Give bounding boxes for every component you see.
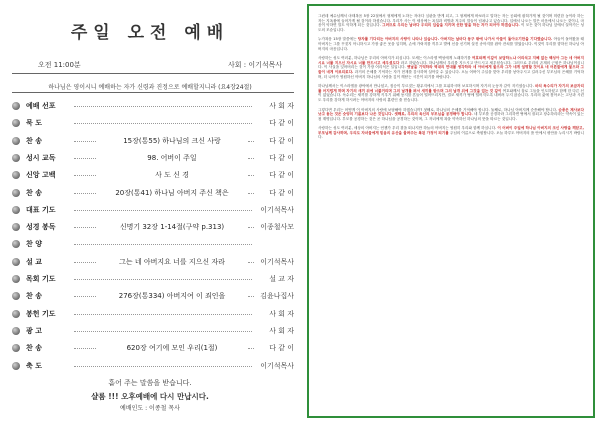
order-content: 15장(통55) 하나님의 크신 사랑 [123,136,221,145]
leader-dots [74,227,96,228]
order-label: 봉헌 기도 [26,309,56,318]
bullet-icon [12,171,20,179]
sermon-paragraph [318,84,584,102]
bullet-icon [12,275,20,283]
bullet-icon [12,327,20,335]
order-row [12,99,294,113]
sermon-text: 그렇다면 우리는 어떻게 이 아버지의 사랑에 보답해야 하겠습니까? 첫째로, 하나님의 은혜를 기억해야 합니다. 둘째로, 하나님 아버지께 순종해야 합니다. [318,107,559,112]
sermon-text: 과거의 은혜를 기억하는 자가 현재를 감사하며 살아갈 수 있습니다. 오늘 어버이 주일을 맞아 우리를 낳아주시고 길러주신 부모님의 은혜를 기억하며, 더 나아가 영원하신 아버지 하나님의 사랑을 깊이 깨닫는 시간이 되기를 바랍니다. [318,69,584,79]
order-row [12,220,294,234]
order-content: 사 도 신 경 [155,171,189,180]
order-content: 20장(통41) 하나님 아버지 주신 책은 [115,188,229,197]
order-row [12,289,294,303]
sermon-text: 아들이 돌아왔을 때 아버지는 그를 꾸짖지 아니하시고 가장 좋은 옷을 입히며, 손에 가락지를 끼우고 발에 신을 신기며 살진 송아지를 잡아 잔치를 벌였습니다. 이것이 우리를 향하신 하나님 아버지의 마음입니다. [318,37,584,51]
scripture-subtitle: 하나님은 영이시니 예배하는 자가 신령과 진정으로 예배할지니라 (요4장24절) [48,84,252,91]
order-leader: 이기석목사 [260,361,294,370]
leader-dots [74,244,252,245]
order-row [12,359,294,373]
order-leader: 이기석목사 [260,205,294,214]
bullet-icon [12,137,20,145]
presider: 사회 : 이기석목사 [228,61,283,69]
leader-dots [74,210,252,211]
order-leader: 이기석목사 [260,257,294,266]
order-label: 성시 교독 [26,153,56,162]
order-row [12,116,294,130]
order-label: 찬 송 [26,344,42,353]
bullet-icon [12,344,20,352]
order-row [12,151,294,165]
footer-benediction: 흩어 주는 말씀을 받습니다. [108,379,192,387]
service-time: 오전 11:00분 [38,61,81,69]
sermon-text: 여호와께서 홀로 그들을 인도하셨고 함께 한 다른 신이 없었습니다. 독수리는 새끼를 강하게 키우기 위해 둥지를 흔들어 떨어뜨리지만, 결코 새끼가 땅에 떨어지도록 내버려 두지 않습니다. 우리의 삶에 찾아오는 고난과 시련도 우리를 강하게 하시려는 아버지의 사랑의 훈련인 줄 믿습니다. [318,88,584,102]
order-label: 축 도 [26,361,42,370]
order-content: 276장(통334) 아버지여 이 죄인을 [118,292,226,301]
order-row [12,168,294,182]
order-content: 620장 여기에 모인 우리(1절) [126,344,218,353]
sermon-paragraph [318,108,584,122]
bullet-icon [12,258,20,266]
bullet-icon [12,362,20,370]
sermon-text: 이 모든 것이 하나님 앞에서 살아가는 성도의 모습입니다. [318,23,584,32]
sermon-highlight: 마치 독수리가 자기의 보금자리를 어지럽게 하며 자기의 새끼 위에 너풀거리며 그의 날개를 펴서 새끼를 받으며 그의 날개 위에 그것을 업는 것 같이 [318,84,585,93]
divider [12,92,294,93]
leader-dots [74,366,252,367]
sermon-highlight: 순종은 제사보다 낫고 듣는 것은 숫양의 기름보다 나은 것입니다. 셋째로, 우리의 육신의 부모님을 공경해야 합니다. [318,107,584,117]
leader-dots [74,106,252,107]
sermon-paragraph [318,56,584,79]
order-label: 광 고 [26,326,42,335]
order-content: 그는 네 아버지요 너를 지으신 자라 [119,257,225,266]
sermon-text: 라고 하였습니다. 하나님께서 우리를 지으시고 만드시고 세우셨습니다. 그러므로 우리의 존재의 근원은 하나님이십니다. 이 사실을 잊어버리는 것이 가장 어리석은 일입니다. [318,60,584,70]
leader-dots [74,262,96,263]
leader-dots [74,141,96,142]
bullet-icon [12,292,20,300]
footer-worship-leader: 예배인도 : 이종철 목사 [120,405,180,412]
order-row [12,341,294,355]
sermon-text: 그런데 예수님께서 마태복음 5장 22절에서 형제에게 노하는 자마다 심판을 받게 되고, 그 형제에게 바보라고 말하는 자는 공회에 잡혀가게 될 것이며 미련한 놈이라 하는 자는 지옥불에 들어가게 될 것이라 하셨습니다. 우리가 사는 이 세상에는 욕설과 비방과 저주의 말들이 넘쳐나고 있습니다. 입에서 나오는 말은 마음에서 나오는 것이니, 마음이 악하면 말도 악하게 되는 것입니다. [318,14,584,28]
order-leader: 사 회 자 [269,326,294,335]
leader-dots [74,175,96,176]
leader-dots [74,193,96,194]
order-label: 대표 기도 [26,205,56,214]
sermon-highlight: 옛날을 기억하라 역대의 연대를 생각하라 네 아비에게 물으라 그가 네게 설명할 것이요 네 어른들에게 물으라 그들이 네게 이르리로다. [318,65,584,74]
bullet-icon [12,223,20,231]
footer-farewell: 샬롬 !!! 오후예배에 다시 만납시다. [91,392,209,401]
order-leader: 다 같 이 [269,119,294,128]
order-label: 신앙 고백 [26,171,56,180]
bullet-icon [12,189,20,197]
order-label: 찬 송 [26,188,42,197]
sermon-text: 하나님께서는 이스라엘을 광야에서 만나셨고, 짐승이 부르짖는 황무지에서 그를 호위하시며 보호하시며 자기의 눈동자 같이 지키셨습니다. [318,84,535,89]
sermon-highlight: 여호와께 이같이 보답하느냐 어리석고 지혜 없는 백성아 그는 네 아버지시요 너를 지으신 자시요 너를 만드시고 세우셨도다 [318,56,584,65]
order-content: 98. 어버이 주일 [147,153,197,162]
bullet-icon [12,102,20,110]
page-title: 주일 오전 예배 [70,23,230,43]
divider [12,73,294,74]
leader-dots [74,314,252,315]
order-leader: 김윤나집사 [260,292,294,301]
order-leader: 다 같 이 [269,344,294,353]
order-row [12,307,294,321]
sermon-paragraph [318,126,584,140]
sermon-text: 네 부모를 공경하라 그리하면 땅에서 잘되고 장수하리라는 약속이 있는 첫 계명입니다. 부모를 공경하는 것은 곧 하나님을 공경하는 것이며, 그 자녀에게 복을 약속하신 하나님의 뜻을 따르는 것입니다. [318,112,584,121]
order-leader: 사 회 자 [269,309,294,318]
sermon-paragraph [318,37,584,51]
bullet-icon [12,206,20,214]
bullet-icon [12,154,20,162]
leader-dots [74,123,252,124]
order-label: 설 교 [26,257,42,266]
order-content: 신명기 32장 1-14절(구약 p.313) [119,223,225,232]
order-row [12,237,294,251]
order-leader: 설 교 자 [269,275,294,283]
order-row [12,255,294,269]
sermon-text: 누가복음 15장 말씀에는 [318,37,358,42]
bullet-icon [12,310,20,318]
order-row [12,134,294,148]
order-leader: 다 같 이 [269,171,294,180]
order-leader: 다 같 이 [269,136,294,145]
order-label: 성경 봉독 [26,223,56,232]
order-row [12,186,294,200]
bullet-icon [12,240,20,248]
leader-dots [74,348,96,349]
order-label: 목회 기도 [26,275,56,283]
order-label: 찬 송 [26,136,42,145]
order-label: 찬 양 [26,240,42,249]
bullet-icon [12,119,20,127]
leader-dots [74,279,252,280]
order-leader: 이종철사모 [260,223,294,232]
sermon-text: 사랑하는 성도 여러분, 하나님은 우리의 아버지가 되십니다. 모세는 이스라엘 백성에게 노래하기를 [318,56,472,61]
order-leader: 사 회 자 [269,102,294,110]
order-leader: 다 같 이 [269,153,294,162]
sermon-paragraph [318,14,584,32]
sermon-text-panel [307,4,595,418]
sermon-text: 사랑하는 성도 여러분, 세상의 아버지는 언젠가 우리 곁을 떠나지만 하늘의 아버지는 영원히 우리와 함께 하십니다. [318,126,498,131]
order-row [12,272,294,286]
order-label: 묵 도 [26,119,42,128]
sermon-highlight: 이 어버이 주일에 하나님 아버지의 크신 사랑을 깨닫고, 부모님께 감사하며, 우리도 자녀들에게 믿음의 유산을 물려주는 복된 가정이 되기를 [318,126,584,135]
order-label: 예배 선포 [26,102,56,110]
sermon-highlight: 탕자를 기다리는 아버지의 사랑이 나타나 있습니다. 아버지는 날마다 동구 밖에 나가서 아들이 돌아오기만을 기다렸습니다. [357,37,553,42]
sermon-highlight: 그러므로 우리는 날마다 우리의 입술을 지키며 선한 말을 하는 자가 되어야 하겠습니다. [382,23,520,28]
order-label: 찬 송 [26,292,42,301]
order-row [12,324,294,338]
leader-dots [74,296,96,297]
order-leader: 다 같 이 [269,188,294,197]
order-row [12,203,294,217]
leader-dots [74,331,252,332]
leader-dots [74,158,96,159]
sermon-text: 주님의 이름으로 축원합니다. 오늘 하루도 아버지의 품 안에서 평안을 누리시기 바랍니다. [318,130,584,140]
